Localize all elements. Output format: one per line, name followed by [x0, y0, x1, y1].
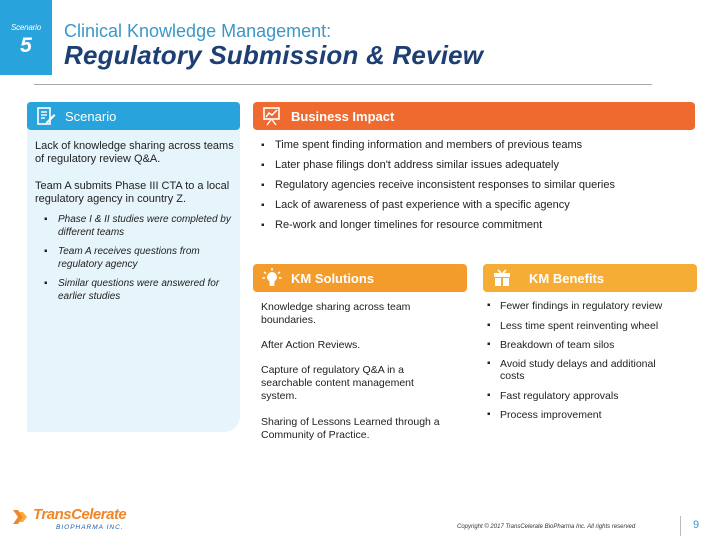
chevron-logo-icon [12, 508, 30, 531]
km-benefits-heading: KM Benefits [529, 270, 605, 286]
list-item: ▪ Less time spent reinventing wheel [487, 320, 697, 332]
title-divider [34, 84, 326, 85]
presentation-chart-icon [261, 105, 283, 127]
business-impact-heading: Business Impact [291, 108, 395, 124]
km-benefits-list [487, 300, 697, 421]
list-item: ▪ Similar questions were answered for earlier studies [44, 277, 240, 303]
gift-icon [491, 267, 513, 289]
list-item: ▪ Avoid study delays and additional costs [487, 358, 672, 382]
scenario-heading: Scenario [65, 108, 117, 124]
scenario-badge-number: 5 [20, 34, 32, 57]
km-solutions-header [253, 264, 467, 292]
scenario-badge [0, 0, 52, 75]
solution-item: Sharing of Lessons Learned through a Community of Practice. [261, 416, 440, 441]
scenario-paragraph: Team A submits Phase III CTA to a local regulatory agency in country Z. [35, 180, 230, 205]
list-item: ▪ Time spent finding information and members of previous teams [261, 139, 691, 159]
list-item: ▪ Team A receives questions from regulatory agency [44, 245, 240, 271]
list-item: ▪ Fewer findings in regulatory review [487, 300, 697, 312]
copyright-text: Copyright © 2017 TransCelerate BioPharma Inc. All rights reserved [457, 524, 636, 530]
page-subtitle: Clinical Knowledge Management: [64, 21, 332, 41]
logo-name: TransCelerate [33, 506, 127, 523]
scenario-header [27, 102, 240, 130]
list-item: ▪ Re-work and longer timelines for resource commitment [261, 219, 691, 239]
list-item: ▪ Phase I & II studies were completed by different teams [44, 213, 240, 239]
solution-item: Capture of regulatory Q&A in a searchable content management system. [261, 364, 414, 402]
list-item: ▪ Fast regulatory approvals [487, 390, 697, 402]
logo-subtitle: BIOPHARMA INC. [56, 524, 124, 531]
list-item: ▪ Lack of awareness of past experience with a specific agency [261, 199, 691, 219]
scenario-paragraph: Lack of knowledge sharing across teams of regulatory review Q&A. [35, 140, 234, 165]
scenario-bullet-list [44, 213, 240, 309]
title-divider-right [326, 84, 652, 85]
business-impact-header [253, 102, 695, 130]
document-edit-icon [35, 105, 57, 127]
km-benefits-header [483, 264, 697, 292]
list-item: ▪ Breakdown of team silos [487, 339, 697, 351]
km-solutions-heading: KM Solutions [291, 270, 375, 286]
page-title: Regulatory Submission & Review [64, 40, 484, 70]
solution-item: Knowledge sharing across team boundaries. [261, 301, 411, 326]
business-impact-list [261, 139, 691, 239]
solution-item: After Action Reviews. [261, 339, 361, 351]
footer-divider [680, 516, 681, 536]
lightbulb-icon [261, 267, 283, 289]
list-item: ▪ Later phase filings don't address similar issues adequately [261, 159, 691, 179]
page-number: 9 [693, 519, 700, 531]
scenario-badge-label: Scenario [11, 23, 41, 32]
list-item: ▪ Regulatory agencies receive inconsistent responses to similar queries [261, 179, 691, 199]
transcelerate-logo [12, 506, 142, 536]
list-item: ▪ Process improvement [487, 409, 697, 421]
